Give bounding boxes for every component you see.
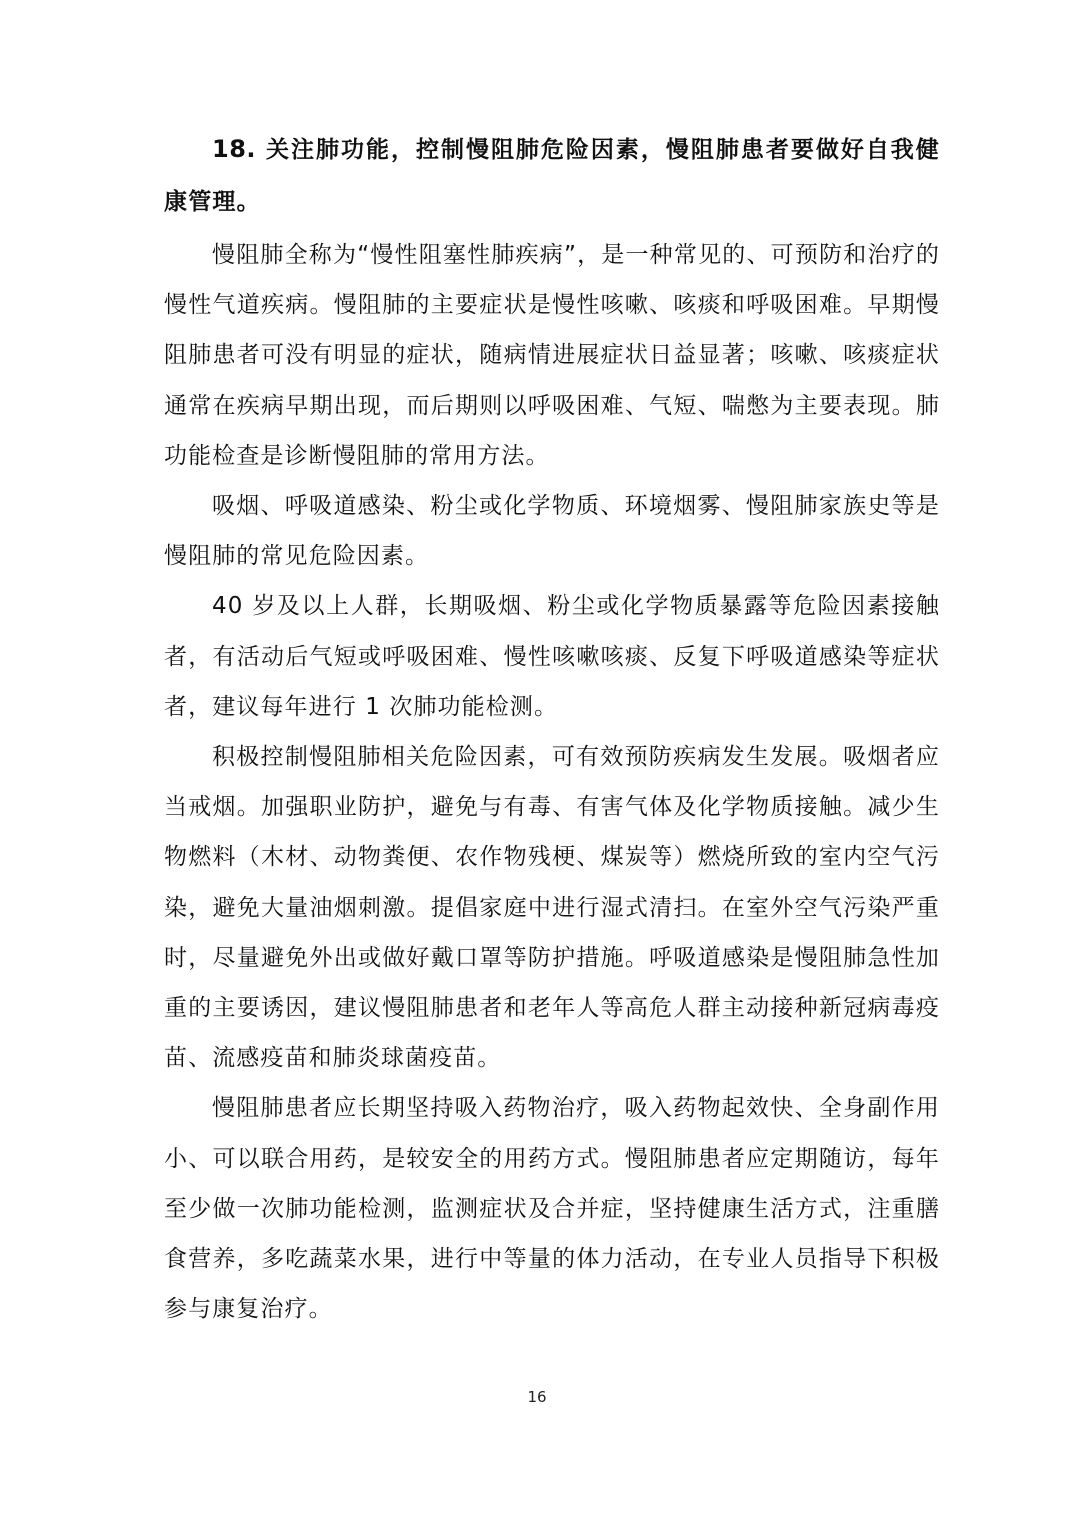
paragraph-risk-factors: 吸烟、呼吸道感染、粉尘或化学物质、环境烟雾、慢阻肺家族史等是慢阻肺的常见危险因素。 <box>164 493 940 570</box>
page-number: 16 <box>527 1388 547 1406</box>
paragraph-screening: 40 岁及以上人群，长期吸烟、粉尘或化学物质暴露等危险因素接触者，有活动后气短或呼吸困难、慢性咳嗽咳痰、反复下呼吸道感染等症状者，建议每年进行 1 次肺功能检测。 <box>164 593 940 720</box>
paragraph-prevention: 积极控制慢阻肺相关危险因素，可有效预防疾病发生发展。吸烟者应当戒烟。加强职业防护，避免与有毒、有害气体及化学物质接触。减少生物燃料（木材、动物粪便、农作物残梗、煤炭等）燃烧所致的室内空气污染，避免大量油烟刺激。提倡家庭中进行湿式清扫。在室外空气污染严重时，尽量避免外出或做好戴口罩等防护措施。呼吸道感染是慢阻肺急性加重的主要诱因，建议慢阻肺患者和老年人等高危人群主动接种新冠病毒疫苗、流感疫苗和肺炎球菌疫苗。 <box>164 744 940 1072</box>
page-content <box>164 123 940 1334</box>
section-heading <box>164 123 940 228</box>
paragraph-treatment: 慢阻肺患者应长期坚持吸入药物治疗，吸入药物起效快、全身副作用小、可以联合用药，是较安全的用药方式。慢阻肺患者应定期随访，每年至少做一次肺功能检测，监测症状及合并症，坚持健康生活方式，注重膳食营养，多吃蔬菜水果，进行中等量的体力活动，在专业人员指导下积极参与康复治疗。 <box>164 1095 940 1323</box>
section-heading-text: 关注肺功能，控制慢阻肺危险因素，慢阻肺患者要做好自我健康管理。 <box>164 137 940 215</box>
section-number: 18. <box>212 135 257 163</box>
paragraph-definition: 慢阻肺全称为“慢性阻塞性肺疾病”，是一种常见的、可预防和治疗的慢性气道疾病。慢阻肺的主要症状是慢性咳嗽、咳痰和呼吸困难。早期慢阻肺患者可没有明显的症状，随病情进展症状日益显著；咳嗽、咳痰症状通常在疾病早期出现，而后期则以呼吸困难、气短、喘憋为主要表现。肺功能检查是诊断慢阻肺的常用方法。 <box>164 242 940 469</box>
